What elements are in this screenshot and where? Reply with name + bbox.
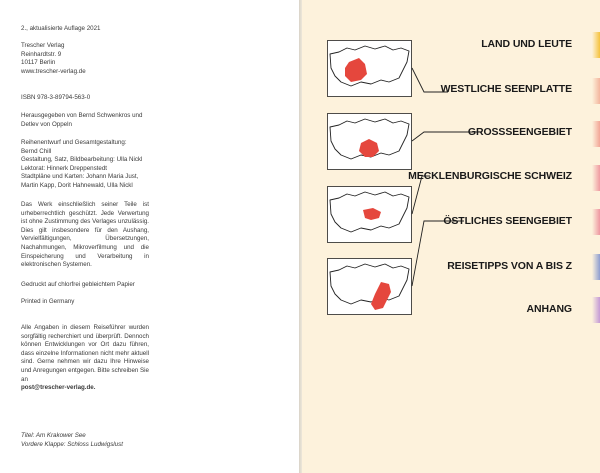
isbn-text: ISBN 978-3-89794-563-0 xyxy=(21,94,91,101)
copyright-notice xyxy=(21,201,149,270)
isbn xyxy=(21,94,90,103)
paper-note xyxy=(21,281,135,290)
credits-line-2: Bernd Chill xyxy=(21,147,52,155)
editors-line-2: Detlev von Oppeln xyxy=(21,120,72,128)
credits-line-5: Stadtpläne und Karten: Johann Maria Just, xyxy=(21,173,139,181)
editors-line-1: Herausgegeben von Bernd Schwenkros und xyxy=(21,112,143,119)
tab-land-und-leute[interactable] xyxy=(592,32,600,58)
photo-credits xyxy=(21,432,123,449)
toc-item-westliche-seenplatte[interactable]: WESTLICHE SEENPLATTE xyxy=(440,83,572,95)
credits-line-6: Martin Kapp, Dorit Hahnewald, Ulla Nickl xyxy=(21,181,133,189)
printed-note xyxy=(21,298,74,307)
credits-line-4: Lektorat: Hinnerk Dreppenstedt xyxy=(21,164,107,172)
credits xyxy=(21,139,142,191)
toc-item-reisetipps[interactable]: REISETIPPS VON A BIS Z xyxy=(447,260,572,272)
disclaimer-text: Alle Angaben in diesem Reiseführer wurden sorgfältig recherchiert und überprüft. Dennoch können Entwicklungen vor Ort dazu führen, dass einzelne Informationen nicht mehr aktuell sind. Gerne nehmen wir dazu Ihre Hinweise und Anregungen entgegen. Bitte schreiben Sie an xyxy=(21,324,149,383)
publisher-address xyxy=(21,42,86,76)
cover-title: Titel: Am Krakower See xyxy=(21,432,86,439)
credits-line-1: Reihenentwurf und Gesamtgestaltung: xyxy=(21,139,127,146)
toc-item-anhang[interactable]: ANHANG xyxy=(526,303,572,315)
tab-westliche-seenplatte[interactable] xyxy=(592,78,600,104)
paper-text: Gedruckt auf chlorfrei gebleichtem Papier xyxy=(21,281,135,288)
editors xyxy=(21,112,142,129)
publisher-city: 10117 Berlin xyxy=(21,59,56,67)
toc-item-grossseengebiet[interactable]: GROSSSEENGEBIET xyxy=(467,126,572,138)
tab-anhang[interactable] xyxy=(592,297,600,323)
printed-text: Printed in Germany xyxy=(21,298,75,305)
edition-text: 2., aktualisierte Auflage 2021 xyxy=(21,25,101,32)
map-mecklenburgische-schweiz xyxy=(327,186,412,243)
tab-mecklenburgische-schweiz[interactable] xyxy=(592,165,600,191)
tab-oestliches-seengebiet[interactable] xyxy=(592,209,600,235)
cover-back: Vordere Klappe: Schloss Ludwigslust xyxy=(21,440,123,448)
edition-note xyxy=(21,25,100,34)
copyright-text: Das Werk einschließlich seiner Teile ist urheberrechtlich geschützt. Jede Verwertung ist ohne Zustimmung des Verlages unzulässig. Dies gilt insbesondere für den Aushang, Vervielfältigungen, Übersetzungen, Nachahmungen, Mikroverfilmung und die Einspeicherung und Verarbeitung in elektronischen Systemen. xyxy=(21,201,149,269)
credits-line-3: Gestaltung, Satz, Bildbearbeitung: Ulla Nickl xyxy=(21,156,143,164)
toc-item-oestliches-seengebiet[interactable]: ÖSTLICHES SEENGEBIET xyxy=(443,215,572,227)
publisher-name: Trescher Verlag xyxy=(21,42,65,49)
map-oestliches-seengebiet xyxy=(327,258,412,315)
publisher-email: post@trescher-verlag.de. xyxy=(21,384,96,392)
publisher-street: Reinhardtstr. 9 xyxy=(21,50,62,58)
publisher-website: www.trescher-verlag.de xyxy=(21,67,86,75)
toc-item-land-und-leute[interactable]: LAND UND LEUTE xyxy=(481,38,572,50)
map-westliche-seenplatte xyxy=(327,40,412,97)
toc-item-mecklenburgische-schweiz[interactable]: MECKLENBURGISCHE SCHWEIZ xyxy=(408,170,572,182)
tab-reisetipps[interactable] xyxy=(592,254,600,280)
tab-grossseengebiet[interactable] xyxy=(592,121,600,147)
map-grossseengebiet xyxy=(327,113,412,170)
disclaimer xyxy=(21,324,149,393)
